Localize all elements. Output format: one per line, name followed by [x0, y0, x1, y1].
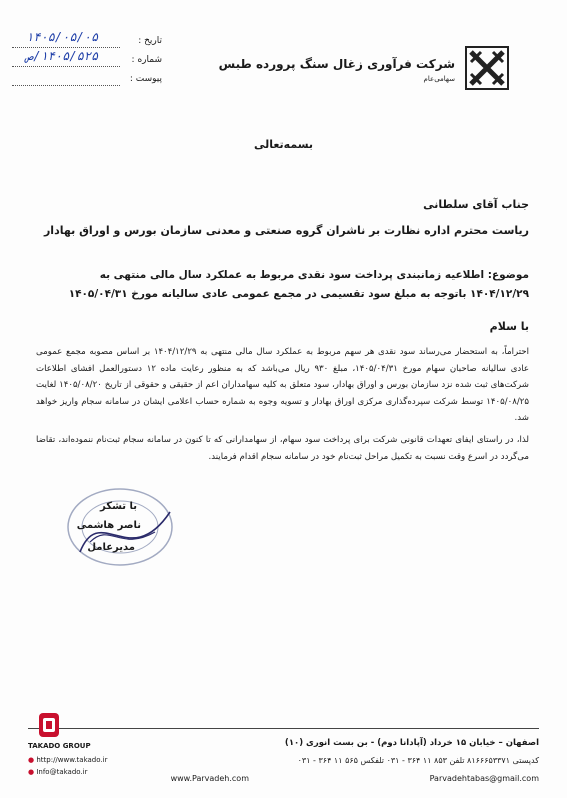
attachment-row	[12, 70, 162, 89]
closing: با تشکر	[100, 501, 137, 512]
footer-address: اصفهان – خیابان ۱۵ خرداد (آپادانا دوم) - بن بست انوری (۱۰)	[284, 738, 539, 748]
group-name: TAKADO GROUP	[28, 742, 91, 750]
bullet-icon: ●	[28, 756, 37, 764]
attachment-label: پیوست :	[129, 74, 162, 84]
footer-email: Parvadehtabas@gmail.com	[429, 774, 539, 783]
group-email: ● Info@takado.ir	[28, 768, 88, 776]
signer-title: مدیرعامل	[87, 542, 135, 553]
date-label: تاریخ :	[138, 36, 162, 46]
subject: موضوع: اطلاعیه زمانبندی پرداخت سود نقدی مربوط به عملکرد سال مالی منتهی به ۱۴۰۴/۱۲/۲۹ باتوجه به مبلغ سود تقسیمی در مجمع عمومی عادی سالیانه مورخ ۱۴۰۵/۰۴/۳۱	[68, 269, 529, 300]
recipient-position: ریاست محترم اداره نظارت بر ناشران گروه صنعتی و معدنی سازمان بورس و اوراق بهادار	[43, 224, 529, 237]
paragraph-1: احتراماً، به استحضار می‌رساند سود نقدی هر سهم مربوط به عملکرد سال مالی منتهی به ۱۴۰۴/۱۲/۲۹ بر اساس مصوبه مجمع عمومی عادی سالیانه صاحبان سهام مورخ ۱۴۰۵/۰۴/۳۱، مبلغ ۹۳۰ ریال می‌باشد که به منظور رعایت ماده ۱۲ دستورالعمل افشای اطلاعات شرکت‌های ثبت شده نزد سازمان بورس و اوراق بهادار، سود متعلق به کلیه سهامداران اعم از حقیقی و حقوقی از تاریخ ۱۴۰۵/۰۸/۲۰ لغایت ۱۴۰۵/۰۸/۲۵ توسط شرکت سپرده‌گذاری مرکزی اوراق بهادار و تسویه وجوه به شماره حساب اعلامی ایشان در سامانه سجام واریز خواهد شد.	[36, 347, 530, 423]
number-value: ۱۴۰۵/۵۲۵/ص	[26, 49, 99, 63]
takado-logo-icon	[38, 712, 60, 738]
number-label: شماره :	[131, 55, 162, 65]
signer-name: ناصر هاشمی	[76, 520, 141, 531]
addressee: جناب آقای سلطانی	[423, 198, 529, 211]
letter-meta	[12, 32, 162, 89]
paragraph-2: لذا، در راستای ایفای تعهدات قانونی شرکت برای پرداخت سود سهام، از سهامدارانی که تا کنون در سامانه سجام ثبت‌نام ننموده‌اند، تقاضا می‌گردد در اسرع وقت نسبت به تکمیل مراحل ثبت‌نام خود در سامانه سجام اقدام فرمایند.	[36, 435, 529, 462]
company-logo-icon	[465, 46, 509, 90]
bismillah: بسمه‌تعالی	[253, 138, 314, 151]
footer-divider	[28, 728, 539, 729]
company-name: شرکت فرآوری زغال سنگ پرورده طبس	[218, 57, 455, 71]
footer-website: www.Parvadeh.com	[170, 774, 249, 783]
group-website: ● http://www.takado.ir	[28, 756, 108, 764]
date-value: ۱۴۰۵/۰۵/۰۵	[26, 30, 99, 44]
number-row	[12, 51, 162, 70]
bullet-icon: ●	[28, 768, 37, 776]
footer-contact: کدپستی ۸۱۶۶۶۵۳۳۷۱ تلفن ۸۵۳ ۱۱ ۳۶۴ - ۰۳۱ تلفکس ۵۶۵ ۱۱ ۳۶۴ - ۰۳۱	[297, 756, 539, 765]
greeting: با سلام	[489, 320, 529, 333]
company-type: سهامی‌عام	[423, 75, 455, 83]
